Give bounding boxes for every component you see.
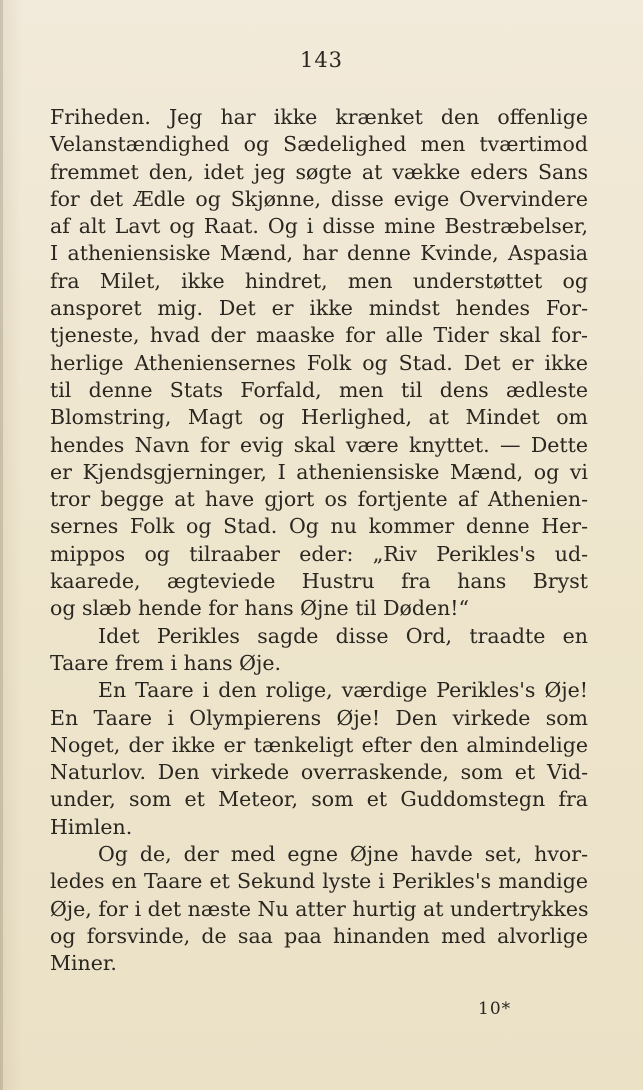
- text-line: er Kjendsgjerninger, I atheniensiske Mænd, og vi: [50, 459, 588, 484]
- text-line: ledes en Taare et Sekund lyste i Perikles's mandige: [50, 869, 588, 894]
- text-line: I atheniensiske Mænd, har denne Kvinde, Aspasia: [50, 241, 588, 266]
- text-line: sernes Folk og Stad. Og nu kommer denne Her-: [50, 514, 588, 539]
- text-line: og forsvinde, de saa paa hinanden med alvorlige: [50, 923, 588, 948]
- text-line: ansporet mig. Det er ikke mindst hendes For-: [50, 296, 588, 321]
- text-line: Taare frem i hans Øje.: [50, 650, 281, 675]
- text-line: under, som et Meteor, som et Guddomstegn fra: [50, 787, 588, 812]
- text-line: Friheden. Jeg har ikke krænket den offenlige: [50, 105, 588, 129]
- text-line: til denne Stats Forfald, men til dens ædleste: [50, 377, 588, 402]
- text-line: tror begge at have gjort os fortjente af Athenien-: [50, 487, 588, 512]
- text-line: hendes Navn for evig skal være knyttet. — Dette: [50, 432, 588, 457]
- text-line: fremmet den, idet jeg søgte at vække eders Sans: [50, 159, 588, 184]
- signature-mark: 10*: [478, 999, 512, 1019]
- text-line: Miner.: [50, 951, 117, 976]
- text-line: Noget, der ikke er tænkeligt efter den almindelige: [50, 732, 588, 757]
- text-line: kaarede, ægteviede Hustru fra hans Bryst: [50, 569, 588, 594]
- text-line: af alt Lavt og Raat. Og i disse mine Bestræbelser,: [50, 214, 588, 239]
- text-line: Velanstændighed og Sædelighed men tværtimod: [50, 132, 588, 157]
- text-line: En Taare i den rolige, værdige Perikles's Øje!: [98, 678, 588, 703]
- text-line: Og de, der med egne Øjne havde set, hvor-: [98, 842, 588, 867]
- text-line: tjeneste, hvad der maaske for alle Tider skal for-: [50, 323, 588, 348]
- text-line: og slæb hende for hans Øjne til Døden!“: [50, 596, 470, 621]
- page-edge-shadow: [0, 0, 3, 1090]
- page-number: 143: [299, 48, 344, 72]
- text-line: fra Milet, ikke hindret, men understøttet og: [50, 268, 588, 293]
- body-text: [50, 104, 588, 978]
- text-line: mippos og tilraaber eder: „Riv Perikles's ud-: [50, 541, 588, 566]
- text-line: herlige Atheniensernes Folk og Stad. Det er ikke: [50, 350, 588, 375]
- text-line: Idet Perikles sagde disse Ord, traadte en: [98, 623, 588, 648]
- text-line: Øje, for i det næste Nu atter hurtig at undertrykkes: [50, 896, 589, 921]
- text-line: Naturlov. Den virkede overraskende, som et Vid-: [50, 760, 588, 785]
- text-line: for det Ædle og Skjønne, disse evige Overvindere: [50, 186, 588, 211]
- text-line: Himlen.: [50, 814, 133, 839]
- text-line: En Taare i Olympierens Øje! Den virkede som: [50, 705, 588, 730]
- text-line: Blomstring, Magt og Herlighed, at Mindet om: [50, 405, 588, 430]
